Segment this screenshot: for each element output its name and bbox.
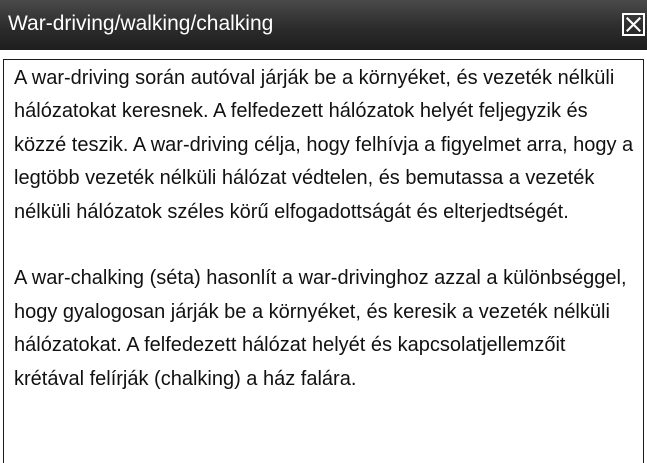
close-icon bbox=[626, 17, 641, 32]
paragraph-war-driving: A war-driving során autóval járják be a környéket, és vezeték nélküli hálózatokat keresnek. A felfedezett hálózatok helyét feljegyzik és közzé teszik. A war-driving célja, hogy felhívja a figyelmet arra, hogy a legtöbb vezeték nélküli hálózat védtelen, és bemutassa a vezeték nélküli hálózatok széles körű elfogadottságát és elterjedtségét. bbox=[14, 67, 634, 223]
paragraph-spacer bbox=[14, 229, 636, 262]
window-title: War-driving/walking/chalking bbox=[8, 12, 274, 35]
close-button[interactable] bbox=[622, 13, 645, 36]
content-text bbox=[14, 62, 636, 396]
paragraph-war-chalking: A war-chalking (séta) hasonlít a war-drivinghoz azzal a különbséggel, hogy gyalogosan járják be a környéket, és keresik a vezeték nélküli hálózatokat. A felfedezett hálózat helyét és kapcsolatjellemzőit krétával felírják (chalking) a ház falára. bbox=[14, 267, 627, 390]
content-panel bbox=[3, 59, 644, 463]
title-bar bbox=[0, 0, 647, 50]
